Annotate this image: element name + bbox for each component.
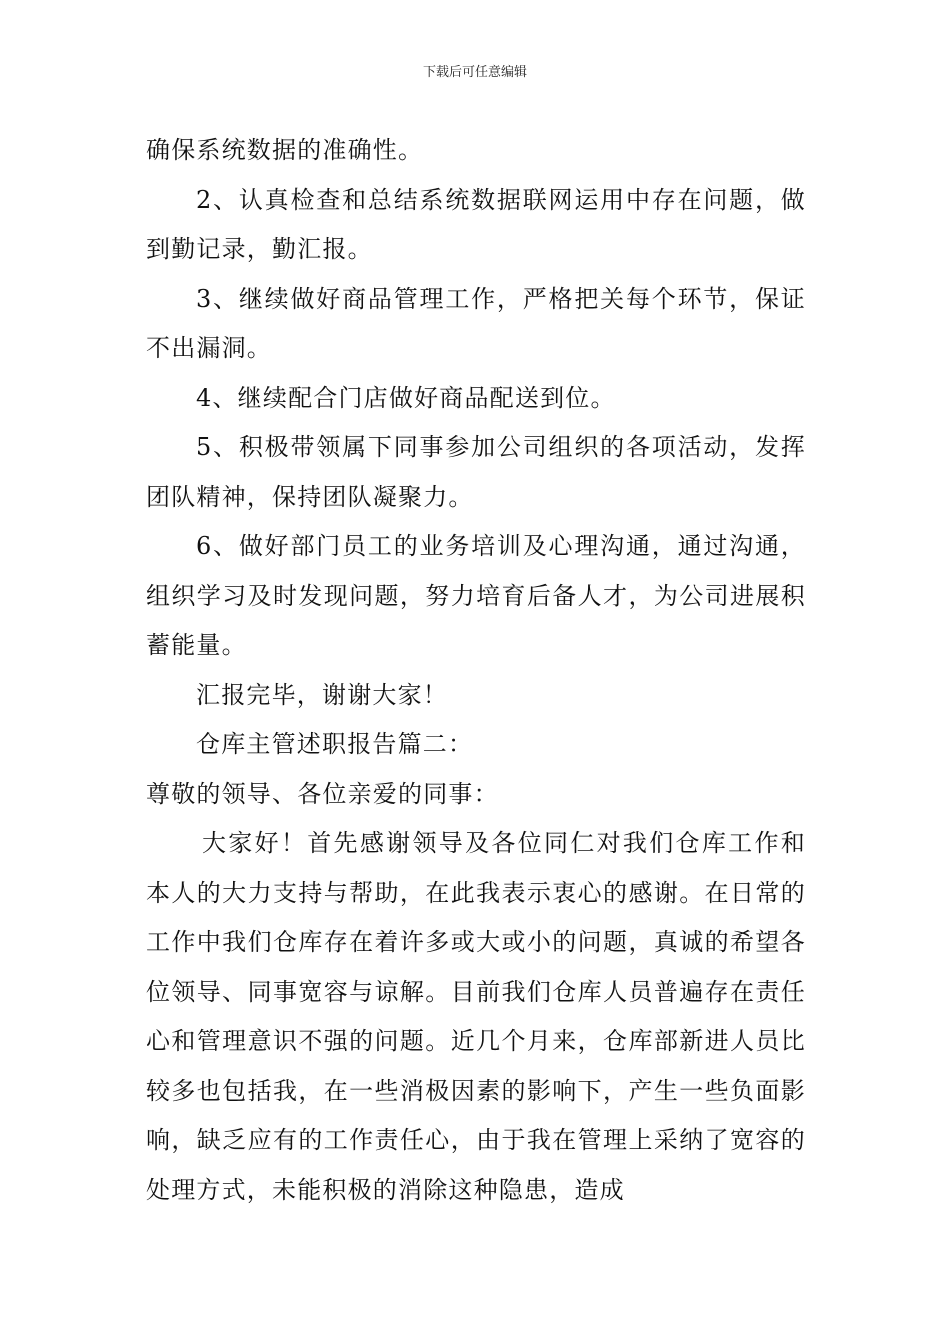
paragraph-item-4: 4、继续配合门店做好商品配送到位。	[196, 383, 616, 412]
paragraph-item-6: 6、做好部门员工的业务培训及心理沟通，通过沟通，组织学习及时发现问题，努力培育后备人才，为公司进展积蓄能量。	[146, 532, 806, 659]
paragraph-item-5: 5、积极带领属下同事参加公司组织的各项活动，发挥团队精神，保持团队凝聚力。	[146, 433, 806, 511]
page-header-note: 下载后可任意编辑	[422, 65, 527, 80]
paragraph-item-2: 2、认真检查和总结系统数据联网运用中存在问题，做到勤记录，勤汇报。	[146, 185, 806, 263]
salutation: 尊敬的领导、各位亲爱的同事：	[146, 779, 499, 808]
section-heading-part-two: 仓库主管述职报告篇二：	[196, 730, 474, 758]
paragraph-closing: 汇报完毕，谢谢大家！	[196, 680, 448, 709]
paragraph-greeting-body: 大家好！首先感谢领导及各位同仁对我们仓库工作和本人的大力支持与帮助，在此我表示衷心的感谢。在日常的工作中我们仓库存在着许多或大或小的问题，真诚的希望各位领导、同事宽容与谅解。目前我们仓库人员普遍存在责任心和管理意识不强的问题。近几个月来，仓库部新进人员比较多也包括我，在一些消极因素的影响下，产生一些负面影响，缺乏应有的工作责任心，由于我在管理上采纳了宽容的处理方式，未能积极的消除这种隐患，造成	[146, 829, 806, 1204]
paragraph-data-accuracy: 确保系统数据的准确性。	[146, 136, 424, 164]
document-body	[146, 126, 806, 1215]
paragraph-item-3: 3、继续做好商品管理工作，严格把关每个环节，保证不出漏洞。	[146, 284, 806, 362]
